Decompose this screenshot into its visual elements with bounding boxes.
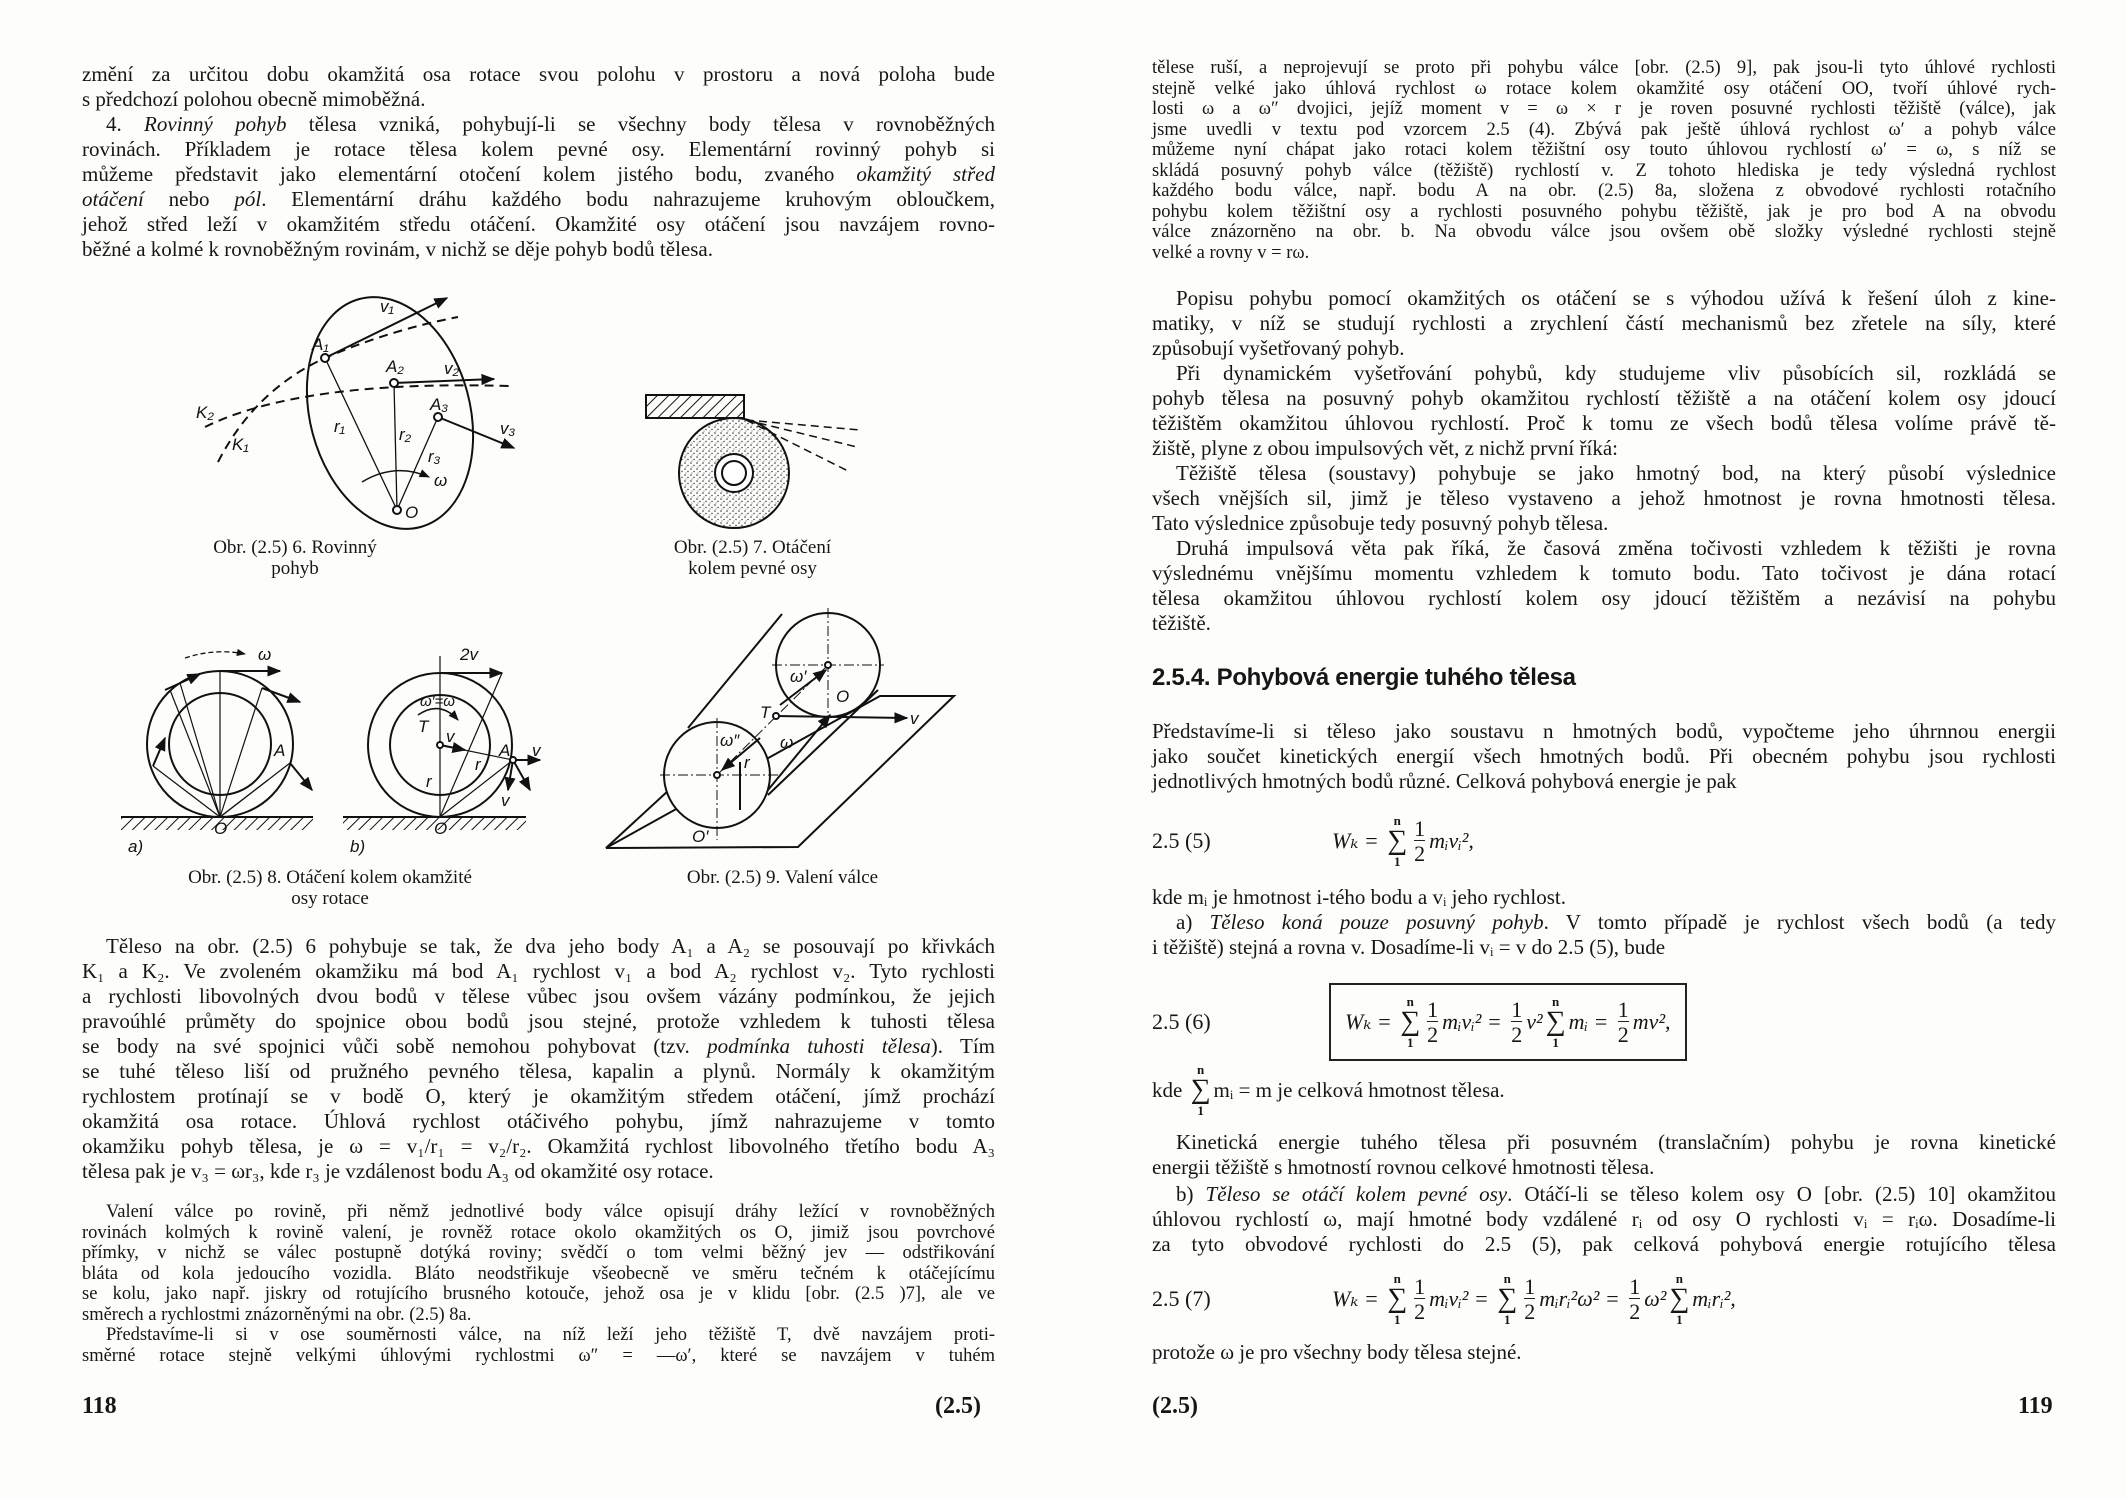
text-line: Valení válce po rovině, při němž jednotlivé body válce opisují dráhy ležící v rovnoběžných [106,1202,995,1222]
label-a1: A₁ [312,335,329,354]
paragraph [1152,461,2056,536]
label-a2: A₂ [386,357,404,376]
text-line: směrech a rychlostmi znázorněnými na obr. (2.5) 8a. [82,1304,472,1325]
equation-number: 2.5 (6) [1152,1009,1211,1034]
formula-term: mᵢrᵢ², [1692,1286,1736,1311]
text-block-energy-intro [1152,719,2056,794]
text-line: všech vnějších sil, jimž je těleso vystaveno a jehož hmotnost je rovna hmotnosti tělesa. [1152,486,2056,510]
sum-upper-limit: n [1393,813,1401,828]
label-omega: ω [780,733,794,752]
sigma-symbol: ∑ [1497,1283,1518,1314]
label-k2: K₂ [196,403,214,422]
text-line: matiky, v níž se studují rychlosti a zrychlení částí mechanismů bez zřetele na síly, které [1152,311,2056,335]
formula [1332,814,1474,868]
label-o: O [836,687,850,706]
numerator: 1 [1629,1273,1641,1299]
text-line: rovinách. Příkladem je rotace tělesa kolem pevné osy. Elementární rovinný pohyb si [82,137,995,161]
figure-7-caption [645,537,860,579]
label-omega-double-prime: ω″ [720,731,740,750]
numerator: 1 [1414,815,1426,841]
text-line: přímky, v nichž se válec postupně dotýká roviny; svědčí o tom velmi běžný jev — odstřikování [82,1243,995,1263]
text-line: Druhá impulsová věta pak říká, že časová změna točivosti vzhledem k těžišti je rovna [1176,536,2056,560]
emphasized-term: okamžitý střed [856,162,995,186]
fraction [1414,817,1425,865]
numerator: 1 [1617,996,1629,1022]
text-line: pravoúhlé průměty do spojnice obou bodů jsou stejné, protože vzhledem k tuhosti tělesa [82,1009,995,1033]
sum-upper-limit: n [1551,994,1560,1009]
paragraph [1152,536,2056,636]
text-line: skládá posuvný pohyb válce (těžiště) rychlostí v. Z tohoto hlediska je tedy výsledná rychlost [1152,160,2056,181]
formula-term: Wₖ = [1345,1009,1398,1034]
sum-lower-limit: 1 [1393,1312,1401,1327]
text-line: Těleso na obr. (2.5) 6 pohybuje se tak, že dva jeho body A₁ a A₂ se posouvají po křivkách [106,934,995,958]
label-o: O [405,503,419,522]
emphasized-term: podmínka tuhosti tělesa [707,1034,931,1058]
numerator: 1 [1511,996,1523,1022]
formula-term: mᵢvᵢ² = [1429,1286,1495,1311]
label-r2: r₂ [399,425,412,444]
page-number: 119 [2018,1393,2053,1419]
paragraph [1152,286,2056,361]
label-v3: v₃ [500,419,516,438]
label-v2: v₂ [444,359,459,378]
text-line: těžištěm okamžitou úhlovou rychlostí. Proč k tomu ze všech bodů tělesa volíme právě tě- [1152,411,2056,435]
equation-2-5-6 [1152,987,1687,1057]
text-line: s předchozí polohou obecně mimoběžná. [82,87,426,111]
formula-term: Wₖ = [1332,1286,1385,1311]
label-a: A [274,741,286,760]
text-line: protože ω je pro všechny body tělesa stejné. [1152,1340,1522,1364]
text-line: způsobují vyšetřovaný pohyb. [1152,336,1405,360]
denominator: 2 [1427,1022,1439,1047]
text-line: tělese ruší, a neprojevují se proto při pohybu válce [obr. (2.5) 9], pak jsou-li tyto úhlové rychlosti [1152,58,2056,78]
label-omega-prime: ω′ [790,667,807,686]
fraction [1524,1275,1535,1323]
text-segment: ). Tím [930,1034,995,1058]
text-line: okamžiku pohyb tělesa, je ω = v₁/r₁ = v₂/r₂. Okamžitá rychlost libovolného třetího bodu A₃ [82,1134,995,1158]
sum-lower-limit: 1 [1197,1103,1204,1118]
text-block-rolling [82,1202,995,1366]
section-heading: 2.5.4. Pohybová energie tuhého tělesa [1152,664,1576,691]
label-o-prime: O′ [692,827,709,846]
text-line: jsme uvedli v textu pod vzorcem 2.5 (4). Zbývá pak ještě úhlová rychlost ω′ a pohyb válce [1152,119,2056,140]
figure-6-caption: Obr. (2.5) 6. Rovinný pohyb [213,537,377,579]
text-line: pohybu kolem těžištní osy a rychlosti posuvného pohybu těžiště, jak je pro bod A na obvodu [1152,201,2056,222]
text-block-rigid-body [82,934,995,1184]
summation [1387,1272,1407,1326]
sum-lower-limit: 1 [1552,1035,1559,1050]
text-line: a rychlosti libovolných dvou bodů v tělese vůbec jsou ovšem vázány podmínkou, že jejich [82,984,995,1008]
paragraph [1152,1340,2056,1365]
page-number: 118 [82,1393,117,1419]
text-segment: . V tomto případě je rychlost všech bodů (a tedy [1543,910,2056,934]
equation-2-5-7 [1152,1264,1736,1334]
text-line: Představíme-li si těleso jako soustavu n hmotných bodů, vypočteme jeho úhrnnou energii [1152,719,2056,743]
formula-term: ω² [1644,1286,1667,1311]
label-r-inner: r [426,772,432,791]
text-block-dynamics [1152,286,2056,636]
sum-lower-limit: 1 [1676,1312,1683,1327]
label-v1: v₁ [380,297,394,316]
paragraph [1152,910,2056,960]
text-line: každého bodu válce, např. bodu A na obr. (2.5) 8a, složena z obvodové rychlosti rotačního [1152,181,2056,201]
text-line: velké a rovny v = rω. [1152,242,1310,263]
label-k1: K₁ [232,435,249,454]
text-line [82,1034,995,1059]
text-line: Tato výslednice způsobuje tedy posuvný pohyb tělesa. [1152,511,1609,535]
caption-line: Obr. (2.5) 8. Otáčení kolem okamžité [188,867,472,888]
text-segment: . Otáčí-li se těleso kolem osy O [obr. (2.5) 10] okamžitou [1507,1182,2056,1206]
denominator: 2 [1524,1299,1536,1324]
caption-line: osy rotace [291,888,369,909]
label-subfigure-b: b) [350,837,366,856]
label-r3: r₃ [428,447,441,466]
text-block-rotation [1152,1182,2056,1257]
emphasized-term: pól [234,187,262,211]
sum-lower-limit: 1 [1503,1312,1511,1327]
text-line: rychlostem protínají se v bodě O, který je okamžitým středem otáčení, jímž prochází [82,1084,995,1108]
text-segment: můžeme představit jako elementární otočení kolem jistého bodu, zvaného [82,162,857,186]
text-line: K₁ a K₂. Ve zvoleném okamžiku má bod A₁ rychlost v₁ a bod A₂ rychlost v₂. Tyto rychlosti [82,959,995,983]
text-line: jehož střed leží v okamžitém středu otáčení. Okamžité osy otáčení jsou navzájem rovno- [82,212,995,236]
figure-8-caption [140,867,520,909]
text-line: jako součet kinetických energií všech hmotných bodů. Při obecném pohybu jsou rychlosti [1152,744,2056,768]
formula-term: mᵢrᵢ²ω² = [1539,1286,1626,1311]
text-segment: nebo [143,187,235,211]
sigma-symbol: ∑ [1669,1283,1690,1314]
sigma-symbol: ∑ [1400,1006,1421,1037]
caption-line: kolem pevné osy [688,558,817,579]
text-line: tělesa okamžitou úhlovou rychlostí kolem osy jdoucí těžištěm a nezávisí na pohybu [1152,586,2056,610]
summation [1191,1063,1211,1117]
equation-number: 2.5 (7) [1152,1286,1211,1311]
formula-term: kde [1152,1077,1188,1102]
text-line: Popisu pohybu pomocí okamžitých os otáčení se s výhodou užívá k řešení úloh z kine- [1176,286,2056,310]
text-line: se kolu, jako např. jiskry od rotujícího brusného kotouče, jehož osa je v klidu [obr. (2.5 )7], ale ve [82,1284,995,1304]
label-omega-equal: ω′=ω [420,693,455,710]
paragraph [82,1325,995,1366]
numerator: 1 [1524,1273,1536,1299]
label-subfigure-a: a) [128,837,144,856]
fraction [1511,998,1522,1046]
text-line [1152,1182,2056,1207]
text-block-translation [1152,885,2056,960]
figure-6-labels [196,297,516,522]
formula-term: je celková hmotnost tělesa. [1272,1077,1505,1102]
formula-term: mᵢ = [1568,1009,1614,1034]
label-omega: ω [434,471,448,490]
denominator: 2 [1414,1299,1426,1324]
figure-7-grinding-wheel [646,395,860,528]
text-segment: a) [1176,910,1210,934]
sigma-symbol: ∑ [1387,1283,1408,1314]
label-2v: 2v [460,645,478,664]
text-line: se tuhé těleso liší od pružného pevného tělesa, kapalin a plynů. Normály k okamžitým [82,1059,995,1083]
sum-lower-limit: 1 [1406,1035,1414,1050]
text-line: rovinách kolmých k rovině valení, je rovněž rotace okolo okamžitých os O, jimiž jsou povrchové [82,1222,995,1243]
velocity-v2-arrow [394,379,494,383]
fraction [1618,998,1629,1046]
fraction [1427,998,1438,1046]
paragraph [1152,361,2056,461]
text-block-continuation [1152,58,2056,263]
formula-term: mᵢvᵢ² = [1442,1009,1508,1034]
text-line: můžeme nyní chápat jako rotaci kolem těžištní osy touto úhlovou rychlostí ω′ = ω, s níž se [1152,140,2056,160]
text-line: bláta od kola jedoucího vozidla. Bláto neodstřikuje všeobecně ve směru tečném k otáčejícímu [82,1263,995,1284]
label-o: O [434,819,448,838]
text-line: jednotlivých hmotných bodů různé. Celková pohybová energie je pak [1152,769,1737,793]
text-line: i těžiště) stejná a rovna v. Dosadíme-li vᵢ = v do 2.5 (5), bude [1152,935,1666,959]
denominator: 2 [1629,1299,1641,1324]
numerator: 1 [1414,1273,1426,1299]
text-line: stejně velké jako úhlová rychlost ω rotace kolem okamžité osy otáčení OO, tvoří úhlové rych- [1152,78,2056,99]
text-line: Kinetická energie tuhého tělesa při posuvném (translačním) pohybu je rovna kinetické [1176,1130,2056,1154]
sum-upper-limit: n [1503,1271,1511,1286]
summation [1400,995,1420,1049]
text-line: výslednému vnějšímu momentu vzhledem k tomuto bodu. Tato točivost je dána rotací [1152,561,2056,585]
support-block [646,395,744,418]
formula-term: mᵢvᵢ², [1429,828,1474,853]
text-line: Představíme-li si v ose souměrnosti válce, na níž leží jeho těžiště T, dvě navzájem proti- [106,1325,995,1345]
equation-2-5-5 [1152,806,1474,876]
label-v-down: v [501,791,510,810]
summation [1546,995,1566,1049]
formula-term: v² [1526,1009,1543,1034]
text-line: změní za určitou dobu okamžitá osa rotace svou polohu v prostoru a nová poloha bude [82,62,995,86]
label-r1: r₁ [334,417,346,436]
formula [1152,1063,1505,1117]
section-mark: (2.5) [1152,1393,1198,1419]
text-line: za tyto obvodové rychlosti do 2.5 (5), pak celková pohybová energie rotujícího tělesa [1152,1232,2056,1256]
text-line: žiště, plyne z obou impulsových vět, z nichž první říká: [1152,436,1618,460]
text-line: směrné rotace stejně velkými úhlovými rychlostmi ω″ = —ω′, které se navzájem v tuhém [82,1345,995,1366]
equation-number: 2.5 (5) [1152,828,1211,853]
text-line: tělesa pak je v₃ = ωr₃, kde r₃ je vzdálenost bodu A₃ od okamžité osy rotace. [82,1159,714,1183]
text-line [1152,910,2056,935]
rigid-body-outline [282,278,498,547]
text-block-conclusion [1152,1340,2056,1365]
text-line: kde mᵢ je hmotnost i-tého bodu a vᵢ jeho rychlost. [1152,885,1566,909]
label-omega: ω [258,645,272,664]
text-line: těžiště. [1152,611,1211,635]
text-line: Při dynamickém vyšetřování pohybů, kdy studujeme vliv působících sil, rozkládá se [1176,361,2056,385]
text-block-kinetic-energy [1152,1130,2056,1180]
label-r: r [744,753,750,772]
text-segment: 4. [106,112,145,136]
denominator: 2 [1414,841,1426,866]
figure-9-caption: Obr. (2.5) 9. Valení válce [686,867,879,888]
text-segment: . Elementární dráhu každého bodu nahrazujeme kruhovým obloučkem, [261,187,995,211]
sum-upper-limit: n [1675,1271,1683,1286]
text-line: úhlovou rychlostí ω, mají hmotné body vzdálené rᵢ od osy O rychlosti vᵢ = rᵢω. Dosadíme-li [1152,1207,2056,1231]
trajectory-k2 [205,385,509,427]
text-line: běžné a kolmé k rovnoběžným rovinám, v nichž se děje pohyb bodů tělesa. [82,237,713,261]
label-v: v [910,709,919,728]
emphasized-term: Rovinný pohyb [144,112,287,136]
formula-term: Wₖ = [1332,828,1385,853]
sum-lower-limit: 1 [1393,854,1401,869]
sigma-symbol: ∑ [1387,825,1408,856]
label-t: T [760,703,771,722]
text-line: pohyb tělesa na posuvný pohyb okamžitou rychlostí těžiště a na otáčení kolem osy jdoucí [1152,386,2056,410]
summation [1669,1272,1689,1326]
emphasized-term: Těleso koná pouze posuvný pohyb [1209,910,1544,934]
paragraph [1152,719,2056,794]
numerator: 1 [1427,996,1439,1022]
fraction [1629,1275,1640,1323]
total-mass-definition [1152,1055,1505,1125]
text-line: energii těžiště s hmotností rovnou celkové hmotnosti tělesa. [1152,1155,1655,1179]
figure-6-planar-motion [205,278,514,547]
paragraph [1152,1130,2056,1180]
figure-9-rolling-cylinder [606,608,954,848]
formula [1332,1272,1736,1326]
label-v-t: v [446,727,455,746]
text-segment: se body na své spojnici vůči sobě nemohou pohybovat (tzv. [82,1034,708,1058]
sigma-symbol: ∑ [1545,1006,1566,1037]
text-line: Těžiště tělesa (soustavy) pohybuje se jako hmotný bod, na který působí výslednice [1176,461,2056,485]
caption-line: Obr. (2.5) 7. Otáčení [673,537,832,558]
section-mark: (2.5) [935,1393,981,1419]
label-r-outer: r [475,755,481,774]
summation [1497,1272,1517,1326]
label-a3: A₃ [430,395,449,414]
emphasized-term: otáčení [82,187,144,211]
paragraph [1152,1182,2056,1257]
sum-upper-limit: n [1196,1062,1205,1077]
label-t: T [418,717,429,736]
text-segment: b) [1176,1182,1206,1206]
fraction [1414,1275,1425,1323]
paragraph [82,934,995,1184]
summation [1387,814,1407,868]
denominator: 2 [1617,1022,1629,1047]
sum-upper-limit: n [1406,994,1414,1009]
paragraph [1152,58,2056,263]
sum-upper-limit: n [1393,1271,1401,1286]
text-line: losti ω a ω″ dvojici, jejíž moment v = ω × r je roven posuvné rychlosti těžiště (válce), jak [1152,99,2056,119]
label-o: O [214,819,228,838]
denominator: 2 [1511,1022,1523,1047]
figure-8b-velocity-composition [343,656,540,830]
text-line: okamžitá osa rotace. Úhlová rychlost otáčivého pohybu, jímž nahrazujeme v tomto [82,1109,995,1133]
emphasized-term: Těleso se otáčí kolem pevné osy [1205,1182,1508,1206]
text-line: válce znázorněno na obr. b. Na obvodu válce jsou ovšem obě složky výsledné rychlosti stejně [1152,222,2056,242]
formula [1329,983,1687,1061]
label-a: A [499,741,511,760]
text-segment: tělesa vzniká, pohybují-li se všechny body tělesa v rovnoběžných [286,112,996,136]
sigma-symbol: ∑ [1190,1074,1211,1105]
formula-term: mᵢ = m [1213,1077,1272,1102]
label-v-a: v [532,741,541,760]
formula-term: mv², [1632,1009,1671,1034]
paragraph [82,1202,995,1325]
trajectory-k1 [218,317,458,462]
paragraph [1152,885,2056,910]
